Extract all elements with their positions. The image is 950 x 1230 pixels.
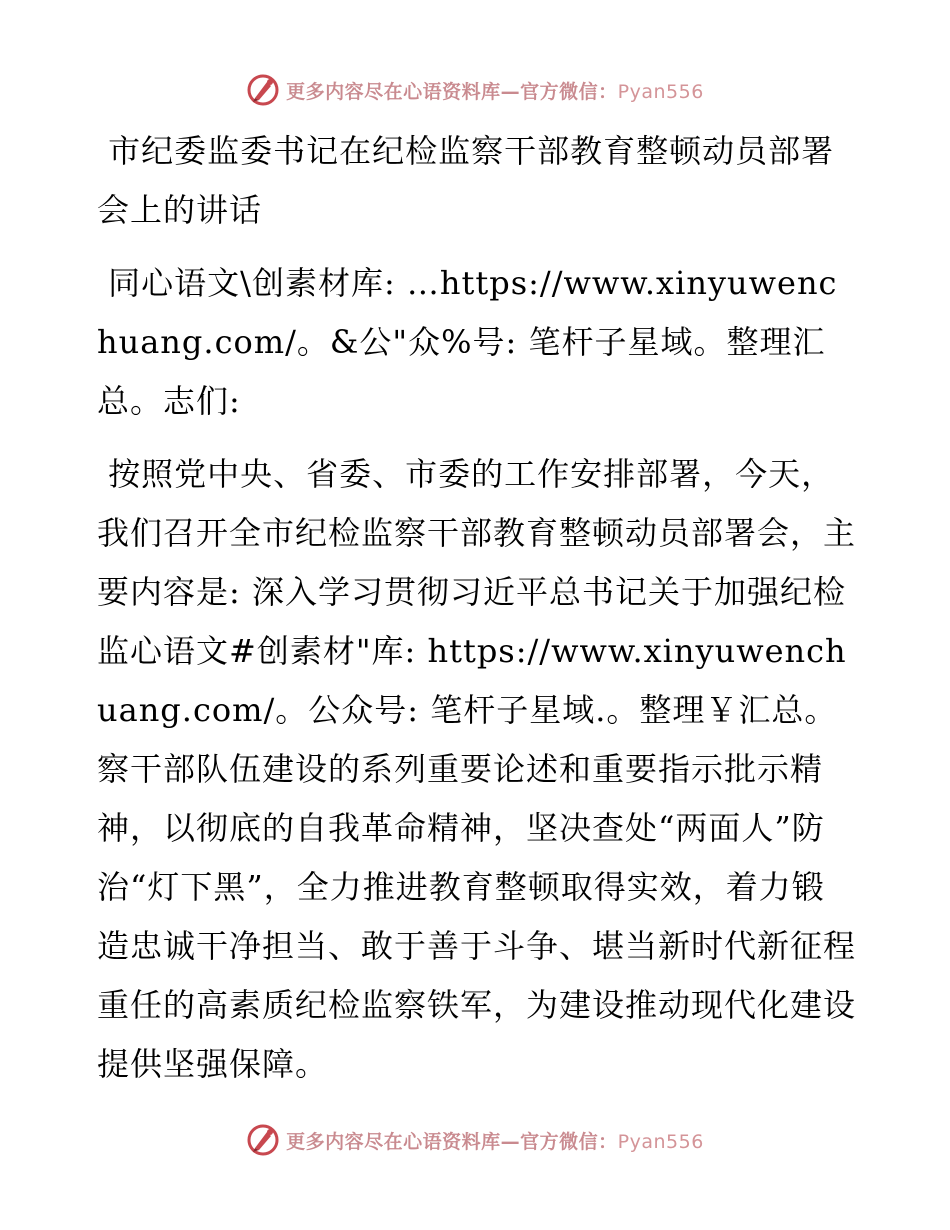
footer-banner (0, 1120, 950, 1160)
footer-wechat-id: Pyan556 (617, 1130, 704, 1153)
header-banner-text: 更多内容尽在心语资料库—官方微信：Pyan556 (286, 80, 704, 103)
footer-banner-text: 更多内容尽在心语资料库—官方微信：Pyan556 (286, 1130, 704, 1153)
paragraph-1: 同心语文\创素材库: …https://www.xinyuwenchuang.com/。&公"众%号: 笔杆子星域。整理汇总。志们: (97, 264, 838, 420)
header-wechat-id: Pyan556 (617, 80, 704, 103)
header-banner (0, 70, 950, 110)
document-body (97, 122, 857, 1094)
document-title: 市纪委监委书记在纪检监察干部教育整顿动员部署会上的讲话 (97, 132, 835, 229)
pen-logo-icon (246, 73, 280, 107)
pen-logo-icon (246, 1123, 280, 1157)
paragraph-2: 按照党中央、省委、市委的工作安排部署，今天，我们召开全市纪检监察干部教育整顿动员部署会，主要内容是: 深入学习贯彻习近平总书记关于加强纪检监心语文#创素材"库: https://www.xinyuwenchuang.com/。公众号: 笔杆子星域.。整理￥汇总。察干部队伍建设的系列重要论述和重要指示批示精神，以彻底的自我革命精神，坚决查处“两面人”防治“灯下黑”，全力推进教育整顿取得实效，着力锻造忠诚干净担当、敢于善于斗争、堪当新时代新征程重任的高素质纪检监察铁军，为建设推动现代化建设提供坚强保障。 (97, 455, 857, 1083)
